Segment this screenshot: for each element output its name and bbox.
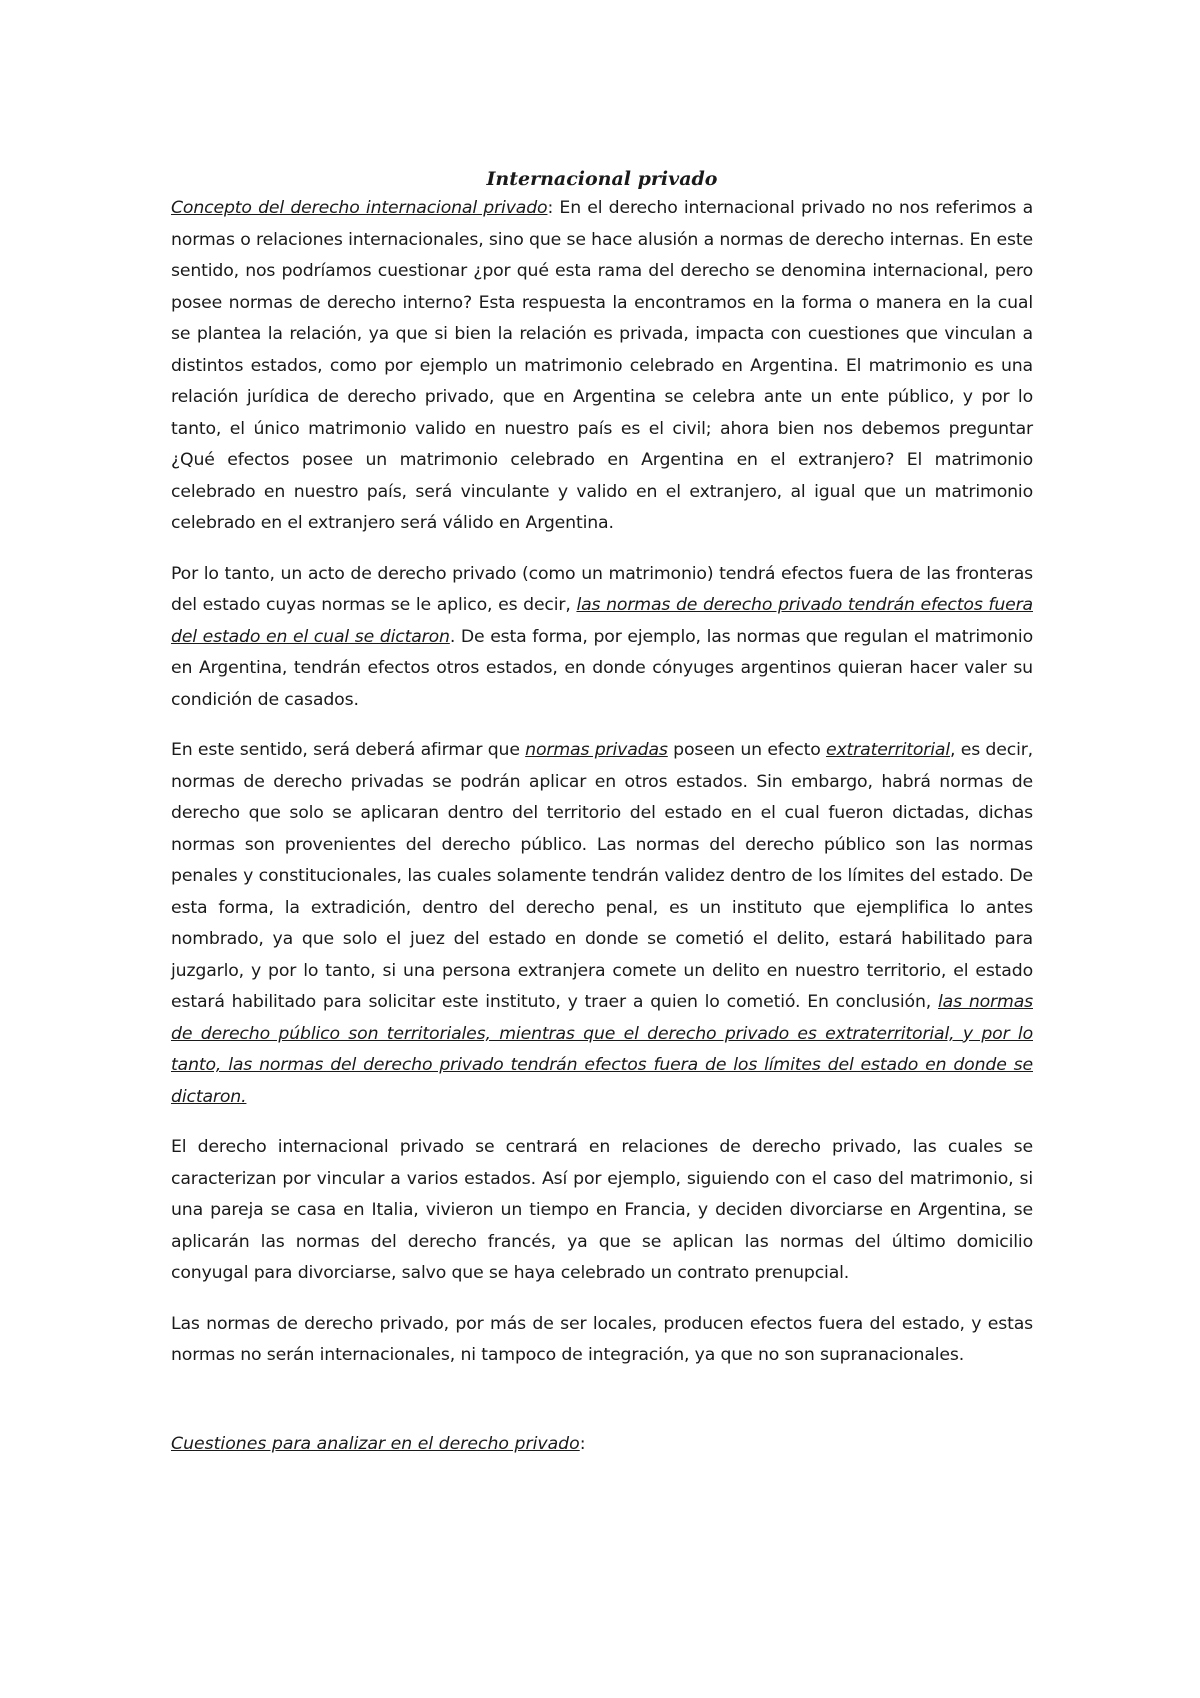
questions-colon: :: [579, 1433, 586, 1454]
paragraph-concept: [171, 193, 1033, 540]
extra-text-a: En este sentido, será deberá afirmar que: [171, 740, 526, 760]
paragraph-local-norms: Las normas de derecho privado, por más de ser locales, producen efectos fuera del estado, y estas normas no serán internacionales, ni tampoco de integración, ya que no son supranacionales.: [171, 1313, 1033, 1365]
extra-term-extraterritorial: extraterritorial: [826, 740, 950, 760]
questions-heading: [171, 1429, 1033, 1461]
extra-conclusion: las normas de derecho público son territoriales, mientras que el derecho privado es extraterritorial, y por lo tanto, las normas del derecho privado tendrán efectos fuera de los límites del estado en donde se dictaron.: [171, 992, 1033, 1107]
effects-emphasis: las normas de derecho privado tendrán efectos fuera del estado en el cual se dictaron: [171, 595, 1033, 647]
paragraph-effects: [171, 559, 1033, 717]
effects-text-c: . De esta forma, por ejemplo, las normas que regulan el matrimonio en Argentina, tendrán efectos otros estados, en donde cónyuges argentinos quieran hacer valer su condición de casados.: [171, 626, 1033, 710]
extra-text-e: , es decir, normas de derecho privadas se podrán aplicar en otros estados. Sin embargo, habrá normas de derecho que solo se aplicaran dentro del territorio del estado en el cual fueron dictadas, dichas normas son provenientes del derecho público. Las normas del derecho público son las normas penales y constitucionales, las cuales solamente tendrán validez dentro de los límites del estado. De esta forma, la extradición, dentro del derecho penal, es un instituto que ejemplifica lo antes nombrado, ya que solo el juez del estado en donde se cometió el delito, estará habilitado para juzgarlo, y por lo tanto, si una persona extranjera comete un delito en nuestro territorio, el estado estará habilitado para solicitar este instituto, y traer a quien lo cometió. En conclusión,: [171, 740, 1034, 1012]
document-page: [171, 165, 1033, 1460]
extra-text-c: poseen un efecto: [667, 740, 826, 760]
concept-text: : En el derecho internacional privado no nos referimos a normas o relaciones internacionales, sino que se hace alusión a normas de derecho internas. En este sentido, nos podríamos cuestionar ¿por qué esta rama del derecho se denomina internacional, pero posee normas de derecho interno? Esta respuesta la encontramos en la forma o manera en la cual se plantea la relación, ya que si bien la relación es privada, impacta con cuestiones que vinculan a distintos estados, como por ejemplo un matrimonio celebrado en Argentina. El matrimonio es una relación jurídica de derecho privado, que en Argentina se celebra ante un ente público, y por lo tanto, el único matrimonio valido en nuestro país es el civil; ahora bien nos debemos preguntar ¿Qué efectos posee un matrimonio celebrado en Argentina en el extranjero? El matrimonio celebrado en nuestro país, será vinculante y valido en el extranjero, al igual que un matrimonio celebrado en el extranjero será válido en Argentina.: [171, 198, 1034, 533]
paragraph-international-private: El derecho internacional privado se centrará en relaciones de derecho privado, las cuales se caracterizan por vincular a varios estados. Así por ejemplo, siguiendo con el caso del matrimonio, si una pareja se casa en Italia, vivieron un tiempo en Francia, y deciden divorciarse en Argentina, se aplicarán las normas del derecho francés, ya que se aplican las normas del último domicilio conyugal para divorciarse, salvo que se haya celebrado un contrato prenupcial.: [171, 1137, 1033, 1283]
effects-text-a: Por lo tanto, un acto de derecho privado (como un matrimonio) tendrá efectos fuera de las fronteras del estado cuyas normas se le aplico, es decir,: [171, 563, 1033, 615]
extra-term-private-norms: normas privadas: [525, 740, 668, 760]
paragraph-extraterritorial: [171, 735, 1033, 1113]
questions-label: Cuestiones para analizar en el derecho privado: [171, 1433, 580, 1454]
concept-heading: Concepto del derecho internacional privado: [171, 198, 548, 218]
document-title: Internacional privado: [486, 168, 718, 190]
